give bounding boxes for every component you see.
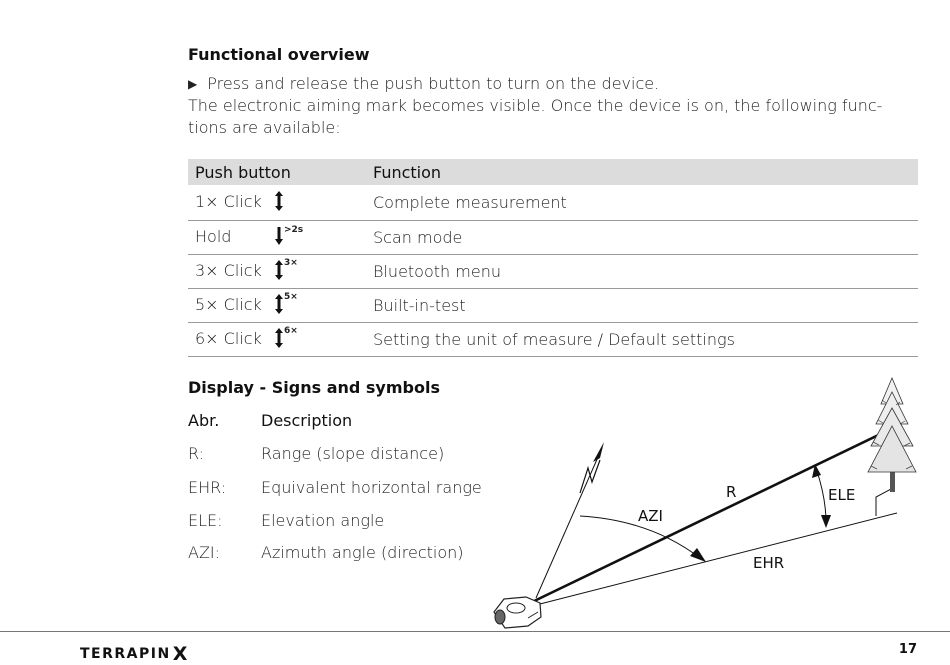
click-count-label: 5×: [284, 291, 298, 302]
click-count-label: 6×: [284, 325, 298, 336]
instruction-text: Press and release the push button to turn on the device.: [207, 74, 660, 93]
label-r: R: [726, 483, 737, 501]
page-number: 17: [898, 642, 917, 657]
range-line: [528, 427, 895, 604]
abbreviation-description: Elevation angle: [261, 511, 385, 530]
abbreviation-code: ELE:: [188, 511, 223, 530]
elevation-arrow-down-icon: [821, 515, 831, 528]
abbreviation-description: Equivalent horizontal range: [261, 478, 482, 497]
function-text: Complete measurement: [366, 185, 918, 221]
bullet-triangle-icon: ▶: [188, 77, 198, 91]
label-ele: ELE: [828, 486, 856, 504]
hold-duration-label: >2s: [284, 224, 304, 235]
abbreviation-description: Azimuth angle (direction): [261, 543, 464, 562]
button-action-label: 6× Click: [195, 329, 262, 348]
section-title-functional-overview: Functional overview: [188, 45, 370, 64]
north-direction-line: [536, 448, 602, 598]
azimuth-arrow-icon: [690, 548, 706, 562]
rangefinder-device-icon: [494, 597, 541, 628]
north-arrow-icon: [580, 442, 604, 493]
abbreviation-code: EHR:: [188, 478, 227, 497]
label-azi: AZI: [638, 507, 663, 525]
abbreviation-code: AZI:: [188, 543, 221, 562]
button-action-label: 3× Click: [195, 261, 262, 280]
button-action-label: 5× Click: [195, 295, 262, 314]
function-text: Built-in-test: [366, 289, 918, 323]
function-text: Scan mode: [366, 221, 918, 255]
footer-divider: [0, 631, 950, 632]
label-ehr: EHR: [753, 554, 785, 572]
abbreviation-description: Range (slope distance): [261, 444, 445, 463]
abbreviation-header-abr: Abr.: [188, 411, 220, 430]
description-line-2: tions are available:: [188, 118, 341, 137]
button-action-label: Hold: [195, 227, 232, 246]
description-line-1: The electronic aiming mark becomes visible. Once the device is on, the following func-: [188, 96, 883, 115]
vertical-reference-line: [876, 488, 893, 516]
brand-mark: X: [172, 643, 188, 665]
function-text: Bluetooth menu: [366, 255, 918, 289]
ehr-line: [536, 513, 897, 605]
table-header-function: Function: [366, 159, 918, 185]
function-text: Setting the unit of measure / Default settings: [366, 323, 918, 357]
abbreviation-code: R:: [188, 444, 205, 463]
section-title-display: Display - Signs and symbols: [188, 378, 440, 397]
abbreviation-header-description: Description: [261, 411, 353, 430]
tree-icon: [868, 378, 916, 492]
brand-logo: [80, 641, 187, 663]
button-action-label: 1× Click: [195, 192, 262, 211]
click-count-label: 3×: [284, 257, 298, 268]
brand-name: TERRAPIN: [80, 646, 171, 662]
table-header-push-button: Push button: [188, 159, 366, 185]
